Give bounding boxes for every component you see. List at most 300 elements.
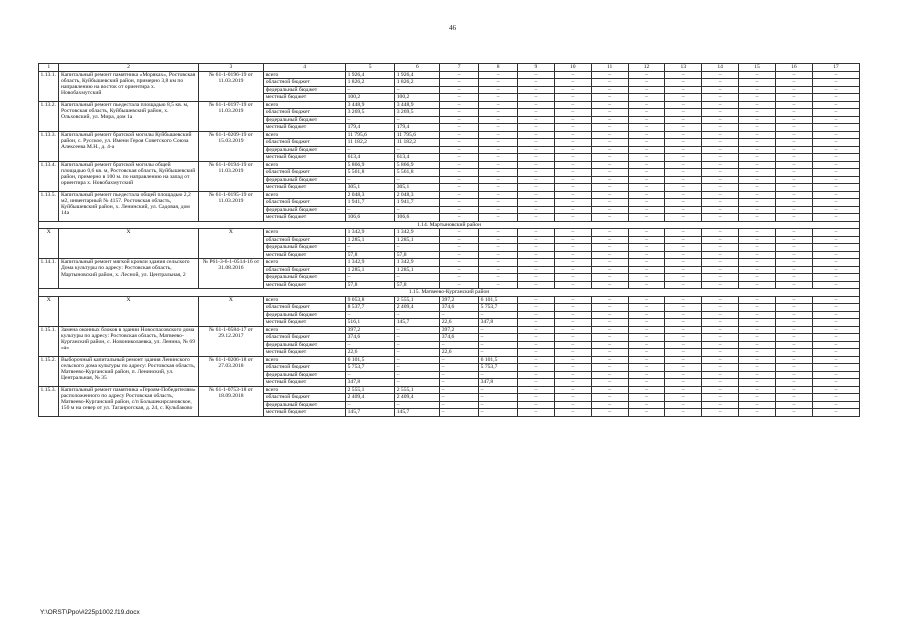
value-cell: – [591, 139, 628, 147]
funding-source-label: федеральный бюджет [264, 176, 346, 184]
value-cell: – [628, 71, 665, 79]
value-cell: – [665, 311, 702, 319]
value-cell: – [346, 401, 395, 409]
value-cell: – [628, 199, 665, 207]
value-cell: – [346, 341, 395, 349]
value-cell: – [518, 184, 555, 192]
value-cell: – [739, 146, 776, 154]
value-cell: – [739, 229, 776, 237]
value-cell: – [665, 154, 702, 162]
value-cell: – [812, 274, 859, 282]
value-cell: – [702, 94, 739, 102]
value-cell: – [591, 124, 628, 132]
value-cell: – [665, 334, 702, 342]
value-cell: 2 555,1 [395, 296, 440, 304]
value-cell: – [702, 206, 739, 214]
table-row [39, 71, 860, 79]
value-cell: – [554, 236, 591, 244]
column-header: 9 [518, 64, 555, 72]
value-cell: – [739, 341, 776, 349]
value-cell: – [440, 146, 479, 154]
value-cell: 3 269,5 [395, 109, 440, 117]
value-cell: – [518, 161, 555, 169]
value-cell: – [775, 379, 812, 387]
value-cell: – [591, 169, 628, 177]
value-cell: 2 409,4 [395, 304, 440, 312]
value-cell: 305,1 [346, 184, 395, 192]
value-cell: – [665, 139, 702, 147]
value-cell: 5 753,7 [346, 364, 395, 372]
value-cell: – [812, 251, 859, 259]
value-cell: – [739, 161, 776, 169]
value-cell: – [440, 364, 479, 372]
column-header: 13 [665, 64, 702, 72]
value-cell: – [665, 266, 702, 274]
value-cell: – [702, 199, 739, 207]
value-cell: – [440, 184, 479, 192]
item-name: Капитальный ремонт пьедестала площадью 8,5 кв. м, Ростовская область, Куйбышевский район, х. Ольховский, ул. Мира, дом 1а [59, 101, 198, 131]
value-cell: 374,6 [440, 304, 479, 312]
value-cell: – [591, 236, 628, 244]
value-cell: – [554, 206, 591, 214]
value-cell: – [440, 131, 479, 139]
value-cell: 1 826,2 [395, 79, 440, 87]
value-cell: – [665, 101, 702, 109]
funding-source-label: всего [264, 356, 346, 364]
value-cell: – [812, 169, 859, 177]
column-header: 6 [395, 64, 440, 72]
value-cell: – [739, 109, 776, 117]
value-cell: – [591, 304, 628, 312]
value-cell: – [702, 79, 739, 87]
value-cell: 1 941,7 [346, 199, 395, 207]
value-cell: – [628, 169, 665, 177]
value-cell: – [665, 244, 702, 252]
value-cell: – [665, 409, 702, 417]
value-cell: – [395, 349, 440, 357]
value-cell: – [554, 131, 591, 139]
value-cell: – [518, 349, 555, 357]
value-cell: – [739, 394, 776, 402]
value-cell: – [554, 124, 591, 132]
value-cell: – [702, 124, 739, 132]
value-cell: – [775, 371, 812, 379]
table-row [39, 191, 860, 199]
value-cell: – [739, 184, 776, 192]
table-row [39, 161, 860, 169]
value-cell: – [775, 94, 812, 102]
value-cell: – [628, 124, 665, 132]
value-cell: – [739, 71, 776, 79]
value-cell: 3 448,9 [395, 101, 440, 109]
value-cell: – [775, 101, 812, 109]
value-cell: – [628, 266, 665, 274]
value-cell: – [518, 191, 555, 199]
table-row [39, 326, 860, 334]
funding-source-label: местный бюджет [264, 214, 346, 222]
funding-source-label: местный бюджет [264, 379, 346, 387]
value-cell: – [440, 86, 479, 94]
value-cell: – [518, 259, 555, 267]
value-cell: – [591, 356, 628, 364]
value-cell: – [665, 131, 702, 139]
value-cell: – [665, 326, 702, 334]
funding-source-label: всего [264, 229, 346, 237]
value-cell: – [346, 311, 395, 319]
value-cell: – [739, 214, 776, 222]
value-cell: – [775, 281, 812, 289]
value-cell: – [591, 79, 628, 87]
value-cell: – [591, 109, 628, 117]
value-cell: – [775, 146, 812, 154]
value-cell: 106,6 [346, 214, 395, 222]
funding-source-label: областной бюджет [264, 139, 346, 147]
value-cell: – [440, 371, 479, 379]
value-cell: 6 101,5 [346, 356, 395, 364]
value-cell: – [812, 296, 859, 304]
value-cell: – [665, 86, 702, 94]
value-cell: – [479, 109, 518, 117]
value-cell: 3 269,5 [346, 109, 395, 117]
value-cell: – [702, 229, 739, 237]
value-cell: – [518, 214, 555, 222]
value-cell: – [628, 214, 665, 222]
value-cell: – [702, 116, 739, 124]
value-cell: – [479, 124, 518, 132]
value-cell: – [518, 124, 555, 132]
value-cell: – [518, 319, 555, 327]
value-cell: – [518, 311, 555, 319]
value-cell: – [739, 274, 776, 282]
value-cell: – [554, 199, 591, 207]
value-cell: 1 342,9 [346, 229, 395, 237]
value-cell: – [518, 326, 555, 334]
column-header: 17 [812, 64, 859, 72]
funding-source-label: всего [264, 386, 346, 394]
value-cell: – [702, 409, 739, 417]
funding-source-label: федеральный бюджет [264, 206, 346, 214]
value-cell: – [775, 326, 812, 334]
value-cell: – [346, 274, 395, 282]
value-cell: – [812, 206, 859, 214]
value-cell: – [479, 266, 518, 274]
value-cell: – [628, 371, 665, 379]
value-cell: – [665, 161, 702, 169]
value-cell: – [665, 349, 702, 357]
value-cell: 5 561,8 [346, 169, 395, 177]
value-cell: – [479, 161, 518, 169]
funding-source-label: областной бюджет [264, 334, 346, 342]
value-cell: – [591, 266, 628, 274]
funding-source-label: всего [264, 296, 346, 304]
value-cell: – [665, 379, 702, 387]
value-cell: – [775, 259, 812, 267]
value-cell: – [479, 139, 518, 147]
item-document: № 61-1-0197-19 от 11.03.2019 [198, 101, 264, 131]
value-cell: 1 285,1 [346, 266, 395, 274]
funding-source-label: всего [264, 326, 346, 334]
value-cell: – [812, 214, 859, 222]
value-cell: – [812, 176, 859, 184]
value-cell: – [440, 116, 479, 124]
value-cell: – [518, 116, 555, 124]
value-cell: 22,6 [440, 349, 479, 357]
value-cell: – [739, 364, 776, 372]
value-cell: 100,2 [346, 94, 395, 102]
value-cell: – [518, 154, 555, 162]
value-cell: – [479, 154, 518, 162]
value-cell: – [665, 259, 702, 267]
value-cell: – [665, 94, 702, 102]
value-cell: – [591, 161, 628, 169]
value-cell: – [518, 386, 555, 394]
value-cell: – [665, 176, 702, 184]
value-cell: 1 342,9 [395, 259, 440, 267]
value-cell: – [395, 371, 440, 379]
value-cell: – [775, 311, 812, 319]
value-cell: – [591, 371, 628, 379]
value-cell: – [702, 364, 739, 372]
value-cell: – [775, 296, 812, 304]
funding-source-label: областной бюджет [264, 364, 346, 372]
value-cell: – [665, 364, 702, 372]
value-cell: – [440, 356, 479, 364]
value-cell: 2 048,3 [395, 191, 440, 199]
value-cell: – [591, 281, 628, 289]
value-cell: – [591, 101, 628, 109]
funding-source-label: областной бюджет [264, 236, 346, 244]
value-cell: – [591, 409, 628, 417]
value-cell: – [739, 296, 776, 304]
value-cell: – [591, 244, 628, 252]
value-cell: – [702, 319, 739, 327]
value-cell: – [554, 319, 591, 327]
value-cell: – [739, 154, 776, 162]
table-row [39, 64, 860, 72]
item-name: Выборочный капитальный ремонт здания Ленинского сельского дома культуры по адресу: Ростовская область, Матвеево-Курганский район, п. Ленинский, ул. Центральная, № 35 [59, 356, 198, 386]
value-cell: – [440, 266, 479, 274]
value-cell: – [739, 251, 776, 259]
value-cell: – [591, 296, 628, 304]
column-header: 11 [591, 64, 628, 72]
value-cell: – [812, 139, 859, 147]
value-cell: – [628, 281, 665, 289]
value-cell: – [518, 86, 555, 94]
value-cell: – [554, 244, 591, 252]
value-cell: 11 795,6 [346, 131, 395, 139]
value-cell: – [775, 71, 812, 79]
value-cell: 5 561,8 [395, 169, 440, 177]
value-cell: – [628, 296, 665, 304]
value-cell: – [395, 326, 440, 334]
value-cell: – [591, 311, 628, 319]
value-cell: – [479, 94, 518, 102]
value-cell: – [812, 124, 859, 132]
value-cell: – [591, 326, 628, 334]
value-cell: – [395, 334, 440, 342]
value-cell: 347,8 [479, 379, 518, 387]
value-cell: – [518, 176, 555, 184]
value-cell: – [812, 161, 859, 169]
value-cell: – [554, 71, 591, 79]
funding-source-label: местный бюджет [264, 251, 346, 259]
value-cell: – [702, 281, 739, 289]
page-number: 46 [449, 24, 456, 32]
value-cell: – [591, 274, 628, 282]
value-cell: – [665, 319, 702, 327]
funding-source-label: всего [264, 131, 346, 139]
value-cell: 6 101,5 [479, 296, 518, 304]
value-cell: – [518, 146, 555, 154]
value-cell: 57,8 [395, 281, 440, 289]
value-cell: – [628, 401, 665, 409]
value-cell: – [518, 334, 555, 342]
value-cell: – [518, 364, 555, 372]
value-cell: – [591, 206, 628, 214]
item-number: 1.15.2. [39, 356, 59, 386]
value-cell: – [591, 229, 628, 237]
value-cell: – [665, 109, 702, 117]
value-cell: – [775, 386, 812, 394]
value-cell: – [665, 146, 702, 154]
value-cell: – [554, 379, 591, 387]
value-cell: – [479, 146, 518, 154]
item-name: Капитальный ремонт памятника «Героям-Победителям» расположенного по адресу Ростовская область, Матвеево-Курганский район, с/п Большекирсановское, 150 м на север от ул. Таганрогская, д. 24, с. Кульбаково [59, 386, 198, 416]
value-cell: 516,1 [346, 319, 395, 327]
value-cell: – [702, 214, 739, 222]
value-cell: – [440, 79, 479, 87]
funding-source-label: федеральный бюджет [264, 116, 346, 124]
funding-source-label: федеральный бюджет [264, 401, 346, 409]
value-cell: – [812, 154, 859, 162]
value-cell: – [739, 356, 776, 364]
value-cell: – [775, 139, 812, 147]
value-cell: – [518, 394, 555, 402]
value-cell: – [554, 266, 591, 274]
value-cell: – [702, 161, 739, 169]
value-cell: – [518, 244, 555, 252]
value-cell: 1 826,2 [346, 79, 395, 87]
value-cell: – [518, 296, 555, 304]
value-cell: – [440, 71, 479, 79]
value-cell: – [739, 334, 776, 342]
item-number: 1.13.2. [39, 101, 59, 131]
value-cell: 2 409,4 [395, 394, 440, 402]
value-cell: – [346, 146, 395, 154]
value-cell: – [665, 386, 702, 394]
value-cell: – [518, 94, 555, 102]
value-cell: – [479, 116, 518, 124]
value-cell: 613,4 [395, 154, 440, 162]
value-cell: – [395, 379, 440, 387]
value-cell: – [812, 394, 859, 402]
column-header: 2 [59, 64, 198, 72]
funding-source-label: местный бюджет [264, 349, 346, 357]
value-cell: – [812, 116, 859, 124]
value-cell: – [479, 184, 518, 192]
value-cell: – [518, 379, 555, 387]
value-cell: – [739, 319, 776, 327]
value-cell: – [739, 199, 776, 207]
value-cell: – [591, 86, 628, 94]
funding-source-label: всего [264, 191, 346, 199]
value-cell: 397,2 [346, 326, 395, 334]
value-cell: – [812, 281, 859, 289]
value-cell: – [702, 259, 739, 267]
value-cell: – [739, 259, 776, 267]
column-header: 12 [628, 64, 665, 72]
item-document: № Р61-3-6-1-0514-16 от 31.08.2016 [198, 259, 264, 289]
value-cell: – [775, 401, 812, 409]
value-cell: – [739, 116, 776, 124]
value-cell: – [554, 341, 591, 349]
value-cell: – [739, 101, 776, 109]
funding-source-label: местный бюджет [264, 124, 346, 132]
value-cell: – [440, 251, 479, 259]
value-cell: – [591, 379, 628, 387]
value-cell: – [775, 124, 812, 132]
item-document: № 61-1-0753-18 от 18.09.2018 [198, 386, 264, 416]
value-cell: – [775, 409, 812, 417]
value-cell: – [440, 154, 479, 162]
value-cell: – [628, 79, 665, 87]
value-cell: – [554, 146, 591, 154]
value-cell: – [554, 296, 591, 304]
value-cell: – [440, 139, 479, 147]
value-cell: 6 101,5 [479, 356, 518, 364]
value-cell: – [628, 311, 665, 319]
value-cell: 179,4 [395, 124, 440, 132]
value-cell: – [775, 334, 812, 342]
value-cell: – [554, 169, 591, 177]
value-cell: – [554, 86, 591, 94]
value-cell: – [739, 266, 776, 274]
value-cell: 374,6 [346, 334, 395, 342]
value-cell: 179,4 [346, 124, 395, 132]
value-cell: – [591, 191, 628, 199]
value-cell: – [479, 101, 518, 109]
funding-source-label: местный бюджет [264, 281, 346, 289]
value-cell: – [665, 304, 702, 312]
value-cell: – [628, 334, 665, 342]
funding-source-label: местный бюджет [264, 319, 346, 327]
value-cell: – [628, 131, 665, 139]
value-cell: – [812, 71, 859, 79]
value-cell: – [739, 371, 776, 379]
value-cell: – [479, 169, 518, 177]
value-cell: – [395, 274, 440, 282]
value-cell: – [775, 394, 812, 402]
value-cell: – [395, 244, 440, 252]
funding-source-label: местный бюджет [264, 409, 346, 417]
value-cell: – [702, 371, 739, 379]
value-cell: – [591, 319, 628, 327]
value-cell: – [628, 394, 665, 402]
value-cell: – [346, 206, 395, 214]
value-cell: – [440, 386, 479, 394]
value-cell: – [395, 341, 440, 349]
x-mark: Х [39, 229, 59, 259]
value-cell: – [554, 184, 591, 192]
funding-source-label: местный бюджет [264, 94, 346, 102]
value-cell: – [554, 386, 591, 394]
value-cell: – [440, 94, 479, 102]
value-cell: – [591, 214, 628, 222]
value-cell: – [518, 401, 555, 409]
value-cell: – [554, 109, 591, 117]
value-cell: 1 941,7 [395, 199, 440, 207]
value-cell: – [812, 311, 859, 319]
